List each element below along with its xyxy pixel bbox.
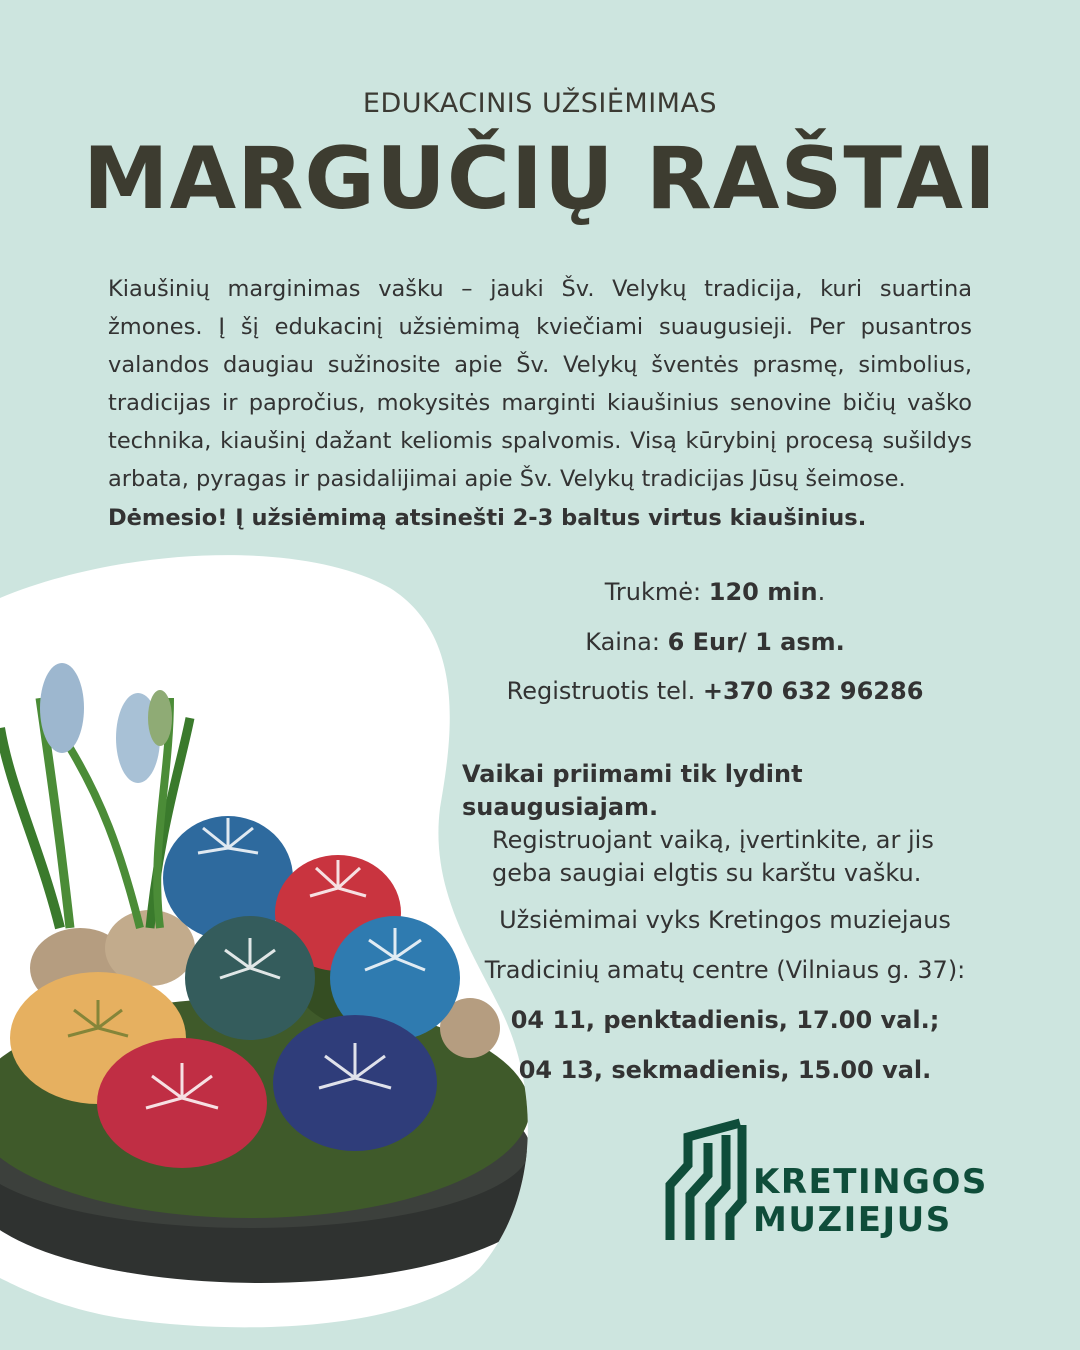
kids-notice [462,758,982,890]
register-phone[interactable]: +370 632 96286 [702,677,924,705]
register-label: Registruotis tel. [506,677,696,705]
kids-notice-line2: geba saugiai elgtis su karštu vašku. [492,859,922,887]
price-line [460,628,970,656]
event-subtitle: EDUKACINIS UŽSIĖMIMAS [362,88,718,119]
register-line [460,677,970,705]
event-date-2: 04 13, sekmadienis, 15.00 val. [518,1056,932,1084]
duration-value: 120 min [708,578,818,606]
price-label: Kaina: [585,628,660,656]
kids-notice-line1: Registruojant vaiką, įvertinkite, ar jis [492,826,934,854]
event-title: MARGUČIŲ RAŠTAI [83,129,997,229]
duration-label: Trukmė: [604,578,702,606]
logo-line1: KRETINGOS [753,1162,988,1202]
logo-text [753,1163,988,1239]
price-value: 6 Eur/ 1 asm. [667,628,845,656]
event-date-1: 04 11, penktadienis, 17.00 val.; [510,1006,940,1034]
easter-eggs-photo [0,548,540,1328]
venue-line1: Užsiėmimai vyks Kretingos muziejaus [499,906,951,934]
event-notice: Dėmesio! Į užsiėmimą atsinešti 2-3 baltus virtus kiaušinius. [108,505,867,531]
kids-notice-strong: Vaikai priimami tik lydint suaugusiajam. [462,760,803,821]
logo-line2: MUZIEJUS [753,1200,952,1240]
duration-line [460,578,970,606]
event-description: Kiaušinių marginimas vašku – jauki Šv. Velykų tradicija, kuri suartina žmones. Į šį edukacinį užsiėmimą kviečiami suaugusieji. Per pusantros valandos daugiau sužinosite apie Šv. Velykų šventės prasmę, simbolius, tradicijas ir papročius, mokysitės marginti kiaušinius senovine bičių vaško technika, kiaušinį dažant keliomis spalvomis. Visą kūrybinį procesą sušildys arbata, pyragas ir pasidalijimai apie Šv. Velykų tradicijas Jūsų šeimose. [108,276,972,492]
venue-line2: Tradicinių amatų centre (Vilniaus g. 37): [484,956,966,984]
duration-suffix: . [817,578,826,606]
